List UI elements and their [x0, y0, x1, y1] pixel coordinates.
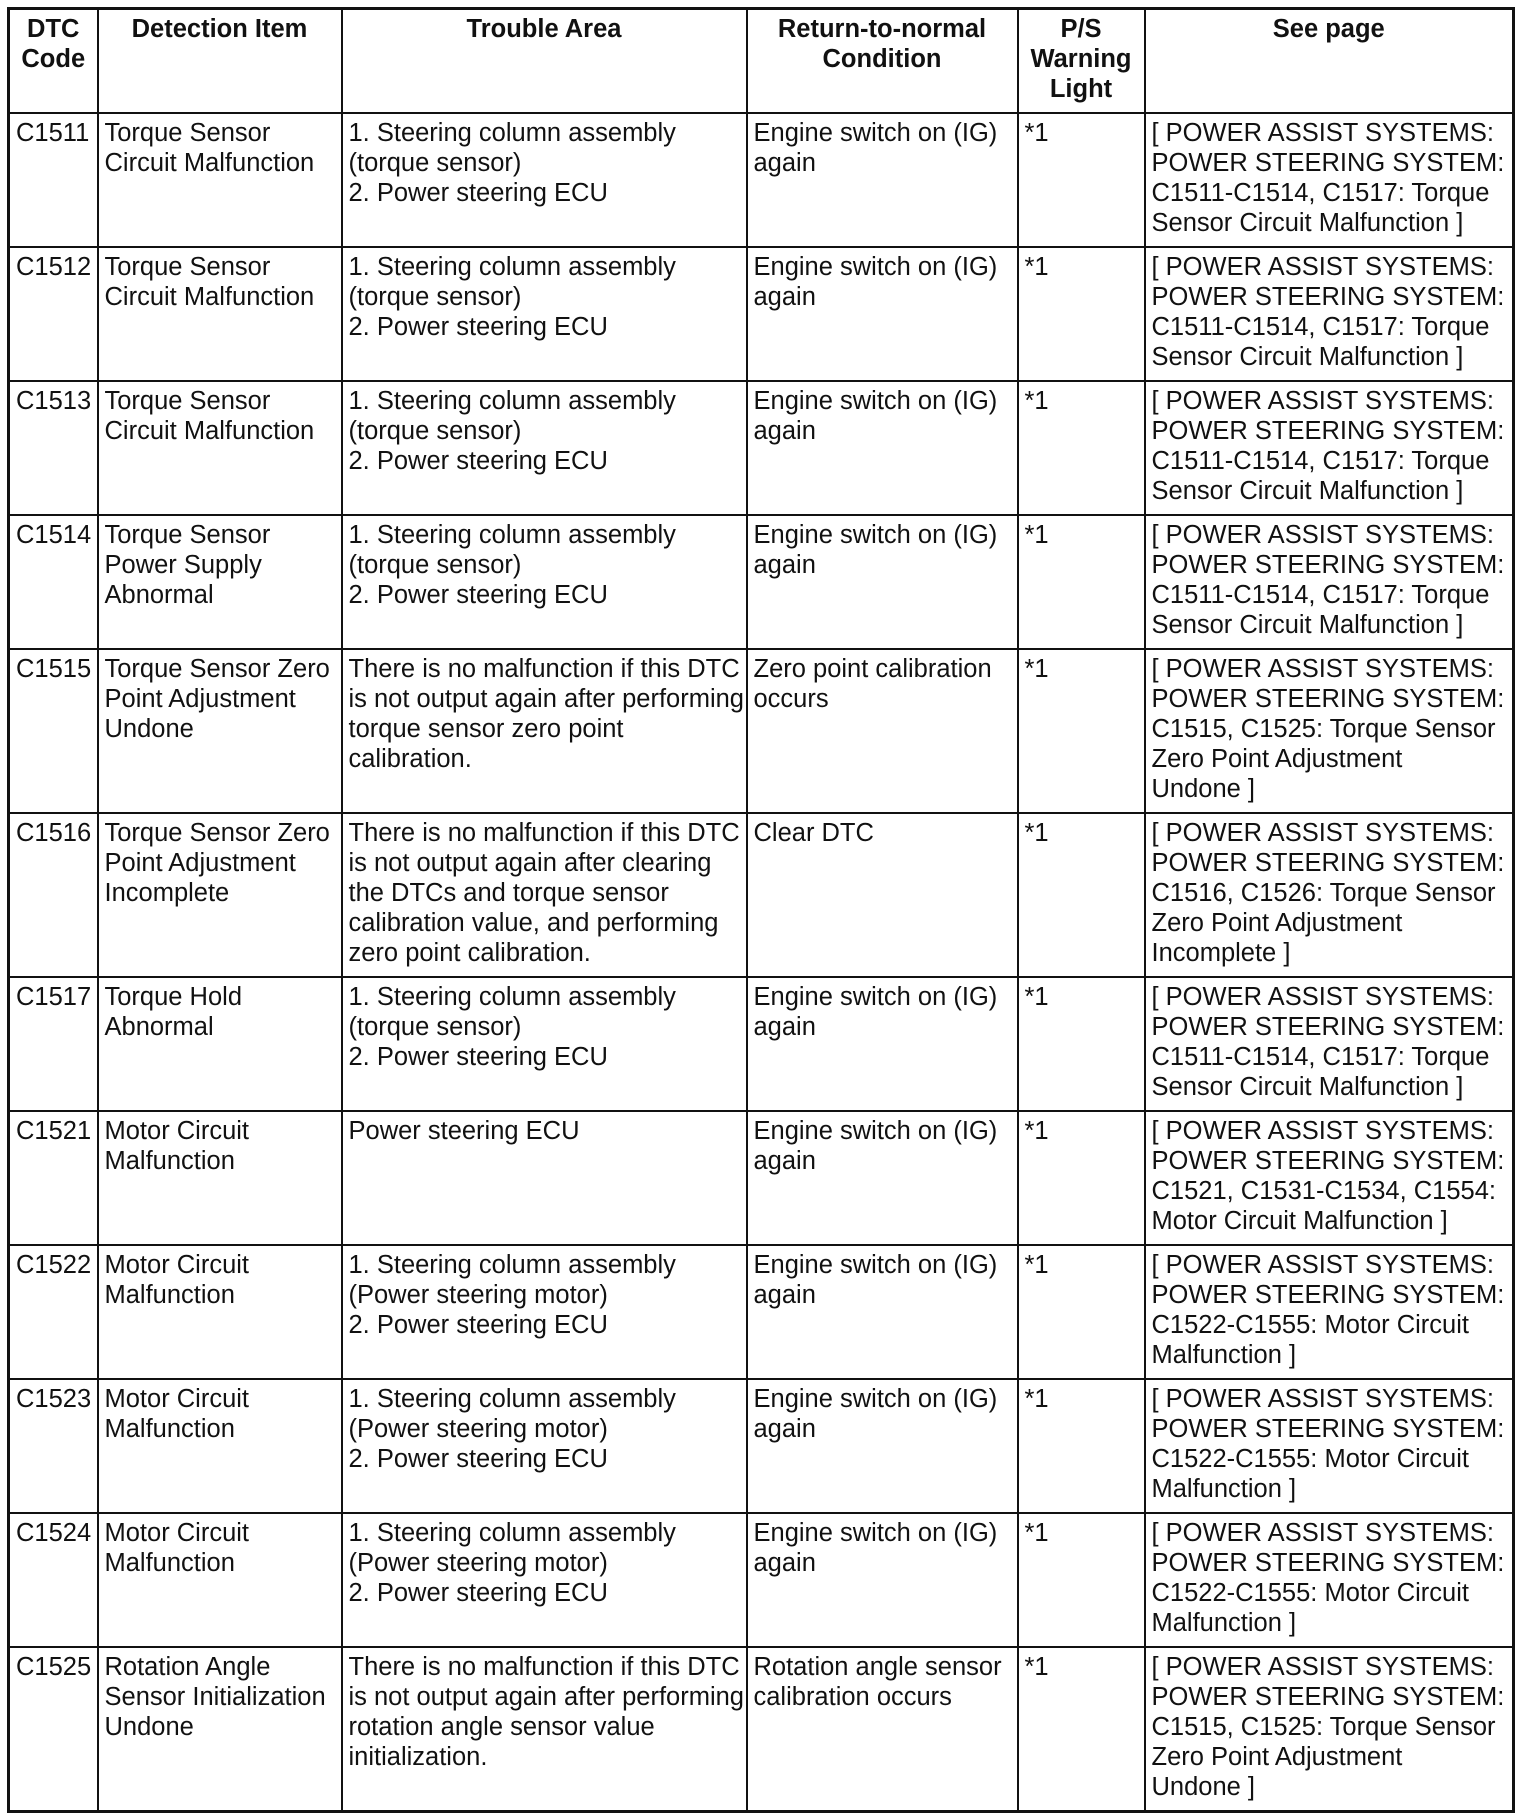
trouble-area-cell [342, 649, 747, 813]
return-condition-cell-line: again [753, 1147, 816, 1175]
return-condition-cell-line: Engine switch on (IG) [753, 387, 998, 415]
see-page-cell-line: [ POWER ASSIST SYSTEMS: [1151, 1385, 1494, 1413]
see-page-cell [1145, 113, 1514, 247]
return-condition-cell [747, 247, 1018, 381]
see-page-cell-line: [ POWER ASSIST SYSTEMS: [1151, 819, 1494, 847]
trouble-area-cell-line: 1. Steering column assembly [348, 521, 676, 549]
detection-item-cell-line: Circuit Malfunction [104, 417, 315, 445]
detection-item-cell-line: Incomplete [104, 879, 230, 907]
return-condition-cell [747, 1379, 1018, 1513]
trouble-area-cell [342, 1513, 747, 1647]
see-page-cell-line: Zero Point Adjustment [1151, 1743, 1403, 1771]
detection-item-cell-line: Motor Circuit [104, 1251, 250, 1279]
trouble-area-cell-line: rotation angle sensor value [348, 1713, 655, 1741]
dtc-code-cell: C1511 [9, 113, 98, 247]
detection-item-cell-line: Motor Circuit [104, 1385, 250, 1413]
trouble-area-cell [342, 1245, 747, 1379]
detection-item-cell-line: Power Supply [104, 551, 262, 579]
return-condition-cell-line: again [753, 1281, 816, 1309]
see-page-cell-line: C1522-C1555: Motor Circuit [1151, 1445, 1469, 1473]
see-page-cell-line: [ POWER ASSIST SYSTEMS: [1151, 1117, 1494, 1145]
table-row [9, 113, 1514, 247]
see-page-cell-line: Sensor Circuit Malfunction ] [1151, 209, 1464, 237]
return-condition-cell-line: again [753, 283, 816, 311]
return-condition-cell-line: Engine switch on (IG) [753, 119, 998, 147]
see-page-cell [1145, 813, 1514, 977]
detection-item-cell-line: Malfunction [104, 1415, 235, 1443]
trouble-area-cell-line: 1. Steering column assembly [348, 1385, 676, 1413]
see-page-cell-line: C1515, C1525: Torque Sensor [1151, 715, 1496, 743]
header-return-to-normal: Return-to-normal Condition [747, 9, 1018, 114]
warning-light-cell: *1 [1018, 977, 1145, 1111]
table-row [9, 977, 1514, 1111]
return-condition-cell-line: Engine switch on (IG) [753, 983, 998, 1011]
dtc-code-cell: C1515 [9, 649, 98, 813]
header-detection-item: Detection Item [98, 9, 342, 114]
see-page-cell-line: Sensor Circuit Malfunction ] [1151, 477, 1464, 505]
trouble-area-cell [342, 113, 747, 247]
see-page-cell-line: Motor Circuit Malfunction ] [1151, 1207, 1448, 1235]
trouble-area-cell [342, 247, 747, 381]
table-row [9, 247, 1514, 381]
detection-item-cell [98, 1513, 342, 1647]
see-page-cell [1145, 977, 1514, 1111]
detection-item-cell-line: Malfunction [104, 1549, 235, 1577]
detection-item-cell [98, 1111, 342, 1245]
warning-light-cell: *1 [1018, 1111, 1145, 1245]
return-condition-cell-line: Zero point calibration [753, 655, 992, 683]
detection-item-cell-line: Torque Sensor Zero [104, 655, 330, 683]
detection-item-cell-line: Torque Hold [104, 983, 242, 1011]
dtc-code-cell: C1513 [9, 381, 98, 515]
see-page-cell [1145, 1245, 1514, 1379]
return-condition-cell-line: Engine switch on (IG) [753, 1117, 998, 1145]
trouble-area-cell-line: calibration. [348, 745, 472, 773]
return-condition-cell [747, 1245, 1018, 1379]
see-page-cell [1145, 1111, 1514, 1245]
table-row [9, 515, 1514, 649]
table-body [9, 113, 1514, 1812]
detection-item-cell-line: Torque Sensor [104, 387, 271, 415]
see-page-cell-line: POWER STEERING SYSTEM: [1151, 849, 1505, 877]
return-condition-cell [747, 381, 1018, 515]
trouble-area-cell-line: 2. Power steering ECU [348, 447, 608, 475]
see-page-cell [1145, 649, 1514, 813]
see-page-cell-line: POWER STEERING SYSTEM: [1151, 685, 1505, 713]
return-condition-cell-line: Engine switch on (IG) [753, 1385, 998, 1413]
see-page-cell-line: Zero Point Adjustment [1151, 909, 1403, 937]
table-row [9, 1513, 1514, 1647]
return-condition-cell-line: again [753, 551, 816, 579]
see-page-cell-line: [ POWER ASSIST SYSTEMS: [1151, 387, 1494, 415]
detection-item-cell-line: Torque Sensor [104, 119, 271, 147]
table-row [9, 1245, 1514, 1379]
detection-item-cell-line: Abnormal [104, 581, 214, 609]
detection-item-cell-line: Malfunction [104, 1281, 235, 1309]
see-page-cell-line: [ POWER ASSIST SYSTEMS: [1151, 983, 1494, 1011]
trouble-area-cell-line: 2. Power steering ECU [348, 179, 608, 207]
trouble-area-cell-line: 1. Steering column assembly [348, 1251, 676, 1279]
see-page-cell-line: C1511-C1514, C1517: Torque [1151, 447, 1490, 475]
detection-item-cell-line: Sensor Initialization [104, 1683, 326, 1711]
table-row [9, 1379, 1514, 1513]
trouble-area-cell-line: (torque sensor) [348, 149, 522, 177]
detection-item-cell-line: Point Adjustment [104, 849, 296, 877]
trouble-area-cell-line: Power steering ECU [348, 1117, 580, 1145]
trouble-area-cell-line: (Power steering motor) [348, 1549, 608, 1577]
trouble-area-cell-line: initialization. [348, 1743, 488, 1771]
trouble-area-cell-line: the DTCs and torque sensor [348, 879, 669, 907]
table-row [9, 649, 1514, 813]
return-condition-cell-line: again [753, 149, 816, 177]
trouble-area-cell-line: (Power steering motor) [348, 1281, 608, 1309]
trouble-area-cell-line: There is no malfunction if this DTC [348, 655, 740, 683]
trouble-area-cell-line: 1. Steering column assembly [348, 119, 676, 147]
trouble-area-cell [342, 381, 747, 515]
return-condition-cell-line: again [753, 1549, 816, 1577]
trouble-area-cell-line: 2. Power steering ECU [348, 1445, 608, 1473]
detection-item-cell [98, 247, 342, 381]
trouble-area-cell-line: 2. Power steering ECU [348, 1579, 608, 1607]
see-page-cell-line: C1515, C1525: Torque Sensor [1151, 1713, 1496, 1741]
warning-light-cell: *1 [1018, 1513, 1145, 1647]
detection-item-cell-line: Abnormal [104, 1013, 214, 1041]
warning-light-cell: *1 [1018, 813, 1145, 977]
detection-item-cell-line: Malfunction [104, 1147, 235, 1175]
detection-item-cell-line: Motor Circuit [104, 1117, 250, 1145]
trouble-area-cell [342, 813, 747, 977]
return-condition-cell-line: calibration occurs [753, 1683, 952, 1711]
see-page-cell-line: C1511-C1514, C1517: Torque [1151, 313, 1490, 341]
trouble-area-cell-line: is not output again after performing [348, 685, 744, 713]
table-row [9, 1647, 1514, 1812]
trouble-area-cell [342, 515, 747, 649]
dtc-code-cell: C1514 [9, 515, 98, 649]
return-condition-cell-line: Engine switch on (IG) [753, 521, 998, 549]
detection-item-cell [98, 813, 342, 977]
trouble-area-cell [342, 977, 747, 1111]
trouble-area-cell-line: (torque sensor) [348, 551, 522, 579]
see-page-cell-line: C1521, C1531-C1534, C1554: [1151, 1177, 1496, 1205]
trouble-area-cell-line: 1. Steering column assembly [348, 387, 676, 415]
table-row [9, 1111, 1514, 1245]
trouble-area-cell-line: is not output again after performing [348, 1683, 744, 1711]
trouble-area-cell-line: (Power steering motor) [348, 1415, 608, 1443]
detection-item-cell [98, 113, 342, 247]
see-page-cell-line: C1516, C1526: Torque Sensor [1151, 879, 1496, 907]
detection-item-cell [98, 515, 342, 649]
trouble-area-cell-line: There is no malfunction if this DTC [348, 1653, 740, 1681]
trouble-area-cell-line: 1. Steering column assembly [348, 1519, 676, 1547]
see-page-cell-line: POWER STEERING SYSTEM: [1151, 283, 1505, 311]
see-page-cell-line: [ POWER ASSIST SYSTEMS: [1151, 1251, 1494, 1279]
header-trouble-area: Trouble Area [342, 9, 747, 114]
detection-item-cell-line: Rotation Angle [104, 1653, 271, 1681]
see-page-cell-line: Sensor Circuit Malfunction ] [1151, 343, 1464, 371]
return-condition-cell-line: Engine switch on (IG) [753, 1251, 998, 1279]
see-page-cell-line: Sensor Circuit Malfunction ] [1151, 1073, 1464, 1101]
return-condition-cell [747, 649, 1018, 813]
warning-light-cell: *1 [1018, 1647, 1145, 1812]
detection-item-cell-line: Circuit Malfunction [104, 149, 315, 177]
see-page-cell-line: C1522-C1555: Motor Circuit [1151, 1579, 1469, 1607]
see-page-cell [1145, 1647, 1514, 1812]
dtc-code-cell: C1521 [9, 1111, 98, 1245]
return-condition-cell [747, 113, 1018, 247]
warning-light-cell: *1 [1018, 113, 1145, 247]
return-condition-cell [747, 1513, 1018, 1647]
trouble-area-cell-line: zero point calibration. [348, 939, 591, 967]
trouble-area-cell-line: 2. Power steering ECU [348, 581, 608, 609]
see-page-cell-line: Undone ] [1151, 775, 1255, 803]
table-header-row [9, 9, 1514, 114]
dtc-code-cell: C1522 [9, 1245, 98, 1379]
detection-item-cell-line: Torque Sensor [104, 521, 271, 549]
detection-item-cell [98, 1245, 342, 1379]
warning-light-cell: *1 [1018, 649, 1145, 813]
see-page-cell-line: Incomplete ] [1151, 939, 1291, 967]
dtc-code-cell: C1523 [9, 1379, 98, 1513]
return-condition-cell [747, 813, 1018, 977]
see-page-cell [1145, 247, 1514, 381]
see-page-cell-line: C1511-C1514, C1517: Torque [1151, 581, 1490, 609]
see-page-cell-line: C1511-C1514, C1517: Torque [1151, 179, 1490, 207]
dtc-code-cell: C1512 [9, 247, 98, 381]
see-page-cell-line: POWER STEERING SYSTEM: [1151, 417, 1505, 445]
return-condition-cell-line: again [753, 1013, 816, 1041]
trouble-area-cell [342, 1111, 747, 1245]
see-page-cell-line: Undone ] [1151, 1773, 1255, 1801]
see-page-cell-line: POWER STEERING SYSTEM: [1151, 1147, 1505, 1175]
detection-item-cell-line: Torque Sensor [104, 253, 271, 281]
see-page-cell [1145, 515, 1514, 649]
dtc-code-cell: C1525 [9, 1647, 98, 1812]
table-row [9, 813, 1514, 977]
table-row [9, 381, 1514, 515]
see-page-cell-line: C1511-C1514, C1517: Torque [1151, 1043, 1490, 1071]
header-dtc-code: DTC Code [9, 9, 98, 114]
warning-light-cell: *1 [1018, 1379, 1145, 1513]
trouble-area-cell [342, 1379, 747, 1513]
return-condition-cell [747, 1647, 1018, 1812]
detection-item-cell [98, 1647, 342, 1812]
trouble-area-cell-line: 2. Power steering ECU [348, 1311, 608, 1339]
dtc-code-cell: C1517 [9, 977, 98, 1111]
see-page-cell-line: [ POWER ASSIST SYSTEMS: [1151, 253, 1494, 281]
trouble-area-cell-line: There is no malfunction if this DTC [348, 819, 740, 847]
detection-item-cell [98, 381, 342, 515]
see-page-cell-line: [ POWER ASSIST SYSTEMS: [1151, 1519, 1494, 1547]
return-condition-cell [747, 515, 1018, 649]
see-page-cell-line: C1522-C1555: Motor Circuit [1151, 1311, 1469, 1339]
trouble-area-cell-line: calibration value, and performing [348, 909, 719, 937]
detection-item-cell-line: Torque Sensor Zero [104, 819, 330, 847]
return-condition-cell-line: Clear DTC [753, 819, 874, 847]
dtc-code-cell: C1516 [9, 813, 98, 977]
trouble-area-cell-line: torque sensor zero point [348, 715, 624, 743]
detection-item-cell-line: Motor Circuit [104, 1519, 250, 1547]
detection-item-cell [98, 977, 342, 1111]
detection-item-cell-line: Point Adjustment [104, 685, 296, 713]
detection-item-cell [98, 1379, 342, 1513]
see-page-cell-line: POWER STEERING SYSTEM: [1151, 1683, 1505, 1711]
see-page-cell-line: Malfunction ] [1151, 1475, 1297, 1503]
detection-item-cell [98, 649, 342, 813]
see-page-cell-line: [ POWER ASSIST SYSTEMS: [1151, 655, 1494, 683]
see-page-cell [1145, 1513, 1514, 1647]
header-ps-warning-light: P/S Warning Light [1018, 9, 1145, 114]
warning-light-cell: *1 [1018, 1245, 1145, 1379]
trouble-area-cell-line: is not output again after clearing [348, 849, 712, 877]
warning-light-cell: *1 [1018, 247, 1145, 381]
see-page-cell-line: Malfunction ] [1151, 1609, 1297, 1637]
detection-item-cell-line: Undone [104, 715, 194, 743]
see-page-cell-line: [ POWER ASSIST SYSTEMS: [1151, 521, 1494, 549]
see-page-cell [1145, 381, 1514, 515]
trouble-area-cell-line: (torque sensor) [348, 1013, 522, 1041]
see-page-cell-line: POWER STEERING SYSTEM: [1151, 1013, 1505, 1041]
return-condition-cell-line: Rotation angle sensor [753, 1653, 1002, 1681]
return-condition-cell [747, 977, 1018, 1111]
see-page-cell [1145, 1379, 1514, 1513]
trouble-area-cell-line: 1. Steering column assembly [348, 253, 676, 281]
see-page-cell-line: POWER STEERING SYSTEM: [1151, 149, 1505, 177]
see-page-cell-line: POWER STEERING SYSTEM: [1151, 1281, 1505, 1309]
return-condition-cell-line: again [753, 417, 816, 445]
trouble-area-cell-line: (torque sensor) [348, 283, 522, 311]
return-condition-cell-line: Engine switch on (IG) [753, 1519, 998, 1547]
detection-item-cell-line: Undone [104, 1713, 194, 1741]
detection-item-cell-line: Circuit Malfunction [104, 283, 315, 311]
trouble-area-cell-line: 1. Steering column assembly [348, 983, 676, 1011]
see-page-cell-line: [ POWER ASSIST SYSTEMS: [1151, 1653, 1494, 1681]
trouble-area-cell-line: 2. Power steering ECU [348, 313, 608, 341]
see-page-cell-line: POWER STEERING SYSTEM: [1151, 551, 1505, 579]
see-page-cell-line: Sensor Circuit Malfunction ] [1151, 611, 1464, 639]
warning-light-cell: *1 [1018, 515, 1145, 649]
see-page-cell-line: POWER STEERING SYSTEM: [1151, 1549, 1505, 1577]
trouble-area-cell-line: 2. Power steering ECU [348, 1043, 608, 1071]
return-condition-cell-line: again [753, 1415, 816, 1443]
see-page-cell-line: Malfunction ] [1151, 1341, 1297, 1369]
header-see-page: See page [1145, 9, 1514, 114]
dtc-table [7, 7, 1515, 1813]
trouble-area-cell-line: (torque sensor) [348, 417, 522, 445]
see-page-cell-line: POWER STEERING SYSTEM: [1151, 1415, 1505, 1443]
return-condition-cell-line: occurs [753, 685, 829, 713]
dtc-code-cell: C1524 [9, 1513, 98, 1647]
see-page-cell-line: Zero Point Adjustment [1151, 745, 1403, 773]
trouble-area-cell [342, 1647, 747, 1812]
return-condition-cell [747, 1111, 1018, 1245]
return-condition-cell-line: Engine switch on (IG) [753, 253, 998, 281]
see-page-cell-line: [ POWER ASSIST SYSTEMS: [1151, 119, 1494, 147]
warning-light-cell: *1 [1018, 381, 1145, 515]
